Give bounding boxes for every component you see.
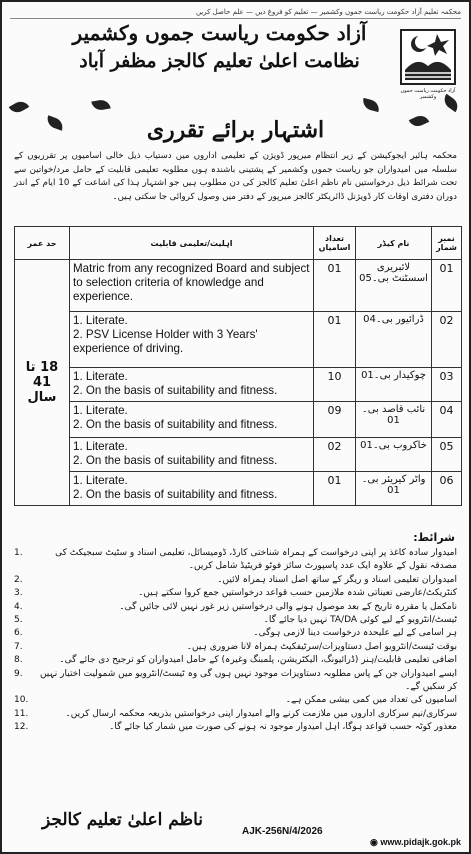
header-count: تعداد اسامیاں xyxy=(314,227,356,260)
header-serial: نمبر شمار xyxy=(432,227,462,260)
condition-item xyxy=(14,614,457,627)
condition-item xyxy=(14,641,457,654)
leaf-icon xyxy=(441,94,461,113)
row-count: 02 xyxy=(314,438,356,472)
condition-text: اسامیوں کی تعداد میں کمی بیشی ممکن ہے۔ xyxy=(285,695,457,706)
row-serial: 02 xyxy=(432,312,462,368)
table-row xyxy=(15,402,462,438)
condition-text: ٹیسٹ/انٹرویو کے لیے کوئی TA/DA نہیں دیا جائے گا۔ xyxy=(263,615,457,626)
row-qualification: Matric from any recognized Board and subject to selection criteria of knowledge and experience. xyxy=(70,260,314,312)
condition-number: 4. xyxy=(14,601,23,612)
condition-item xyxy=(14,587,457,600)
row-cadre: چوکیدار بی۔01 xyxy=(356,368,432,402)
top-banner-line: محکمہ تعلیم آزاد حکومت ریاست جموں وکشمیر — تعلیم کو فروغ دیں — علم حاصل کریں xyxy=(10,6,461,19)
condition-item xyxy=(14,627,457,640)
condition-item xyxy=(14,601,457,614)
age-limit-cell xyxy=(15,260,70,506)
row-count: 01 xyxy=(314,472,356,506)
leaf-icon xyxy=(45,115,65,131)
conditions-heading: شرائط: xyxy=(413,531,455,544)
condition-item xyxy=(14,574,457,587)
row-serial: 01 xyxy=(432,260,462,312)
table-header-row xyxy=(15,227,462,260)
row-qualification: 1. Literate. 2. On the basis of suitability and fitness. xyxy=(70,472,314,506)
table-row xyxy=(15,312,462,368)
header-age-limit: حد عمر xyxy=(15,227,70,260)
globe-icon: ◉ xyxy=(369,837,378,847)
signature: ناظم اعلیٰ تعلیم کالجز xyxy=(42,810,203,830)
vacancies-table xyxy=(14,226,462,506)
condition-item xyxy=(14,694,457,707)
condition-item xyxy=(14,708,457,721)
row-cadre: نائب قاصد بی۔01 xyxy=(356,402,432,438)
row-serial: 06 xyxy=(432,472,462,506)
leaf-icon xyxy=(361,98,381,112)
row-count: 01 xyxy=(314,260,356,312)
condition-item xyxy=(14,547,457,574)
condition-number: 3. xyxy=(14,588,23,599)
condition-item xyxy=(14,721,457,734)
government-emblem-icon xyxy=(397,26,459,88)
condition-number: 10. xyxy=(14,695,29,706)
leaf-icon xyxy=(91,99,110,112)
row-qualification: 1. Literate. 2. On the basis of suitability and fitness. xyxy=(70,438,314,472)
intro-paragraph: محکمہ ہائیر ایجوکیشن کے زیر انتظام میرپور ڈویژن کے تعلیمی اداروں میں دستیاب ذیل خالی اسامیوں پر تقرریوں کے سلسلہ میں امیدواران جو ریاست جموں وکشمیر کے پشتینی باشندہ ہوں مطلوبہ تعلیمی قابلیت کے حامل مرد/خواتین سے تحت شرائط ذیل درخواستیں نام ناظم اعلیٰ تعلیم کالجز کی دن مطلوب ہیں جو اشتہار ہذا کی اشاعت کے 10 ایام کے اندر دوران دفتری اوقات کار ڈویژنل ڈائریکٹر کالجز میرپور کے دفتر میں وصول کروائی جا سکتی ہیں۔ xyxy=(14,151,457,202)
header-qualification: اہلیت/تعلیمی قابلیت xyxy=(70,227,314,260)
condition-text: اضافی تعلیمی قابلیت/ہنر (ڈرائیونگ، الیکٹریشن، پلمبنگ وغیرہ) کے حامل امیدواران کو ترجیح دی جائے گی۔ xyxy=(59,655,457,666)
row-cadre: خاکروب بی۔01 xyxy=(356,438,432,472)
condition-text: امیدواران تعلیمی اسناد و ریگر کے ساتھ اصل اسناد ہمراہ لائیں۔ xyxy=(217,574,457,585)
condition-number: 8. xyxy=(14,655,23,666)
condition-number: 5. xyxy=(14,615,23,626)
condition-number: 1. xyxy=(14,548,23,558)
row-serial: 04 xyxy=(432,402,462,438)
row-cadre: لائبریری اسسٹنٹ بی۔05 xyxy=(356,260,432,312)
table-row xyxy=(15,438,462,472)
row-qualification: 1. Literate. 2. On the basis of suitability and fitness. xyxy=(70,402,314,438)
condition-text: معذور کوٹہ حسب قواعد ہوگا، اہل امیدوار موجود نہ ہونے کی صورت میں شمار کیا جائے گا۔ xyxy=(109,722,457,733)
table-row xyxy=(15,260,462,312)
age-limit-from: 18 تا xyxy=(25,360,59,375)
header-cadre: نام کیڈر xyxy=(356,227,432,260)
table-row xyxy=(15,368,462,402)
leaf-icon xyxy=(409,113,430,130)
condition-number: 9. xyxy=(14,668,23,679)
government-title: آزاد حکومت ریاست جموں وکشمیر xyxy=(72,21,367,45)
row-count: 10 xyxy=(314,368,356,402)
condition-text: سرکاری/نیم سرکاری اداروں میں ملازمت کرنے والے امیدوار اپنی درخواستیں بذریعہ محکمہ ارسال کریں۔ xyxy=(65,708,457,719)
website-label: www.pidajk.gok.pk xyxy=(380,837,461,847)
row-serial: 03 xyxy=(432,368,462,402)
row-serial: 05 xyxy=(432,438,462,472)
reference-number: AJK-256N/4/2026 xyxy=(242,826,323,837)
row-qualification: 1. Literate. 2. PSV License Holder with 3 Years' experience of driving. xyxy=(70,312,314,368)
condition-number: 6. xyxy=(14,628,23,639)
condition-text: کنٹریکٹ/عارضی تعیناتی شدہ ملازمین حسب قواعد درخواستیں جمع کروا سکتے ہیں۔ xyxy=(138,588,457,599)
condition-number: 7. xyxy=(14,641,23,652)
condition-number: 2. xyxy=(14,574,23,585)
row-qualification: 1. Literate. 2. On the basis of suitability and fitness. xyxy=(70,368,314,402)
conditions-list xyxy=(14,547,457,735)
condition-item xyxy=(14,654,457,667)
row-cadre: واٹر کیریئر بی۔01 xyxy=(356,472,432,506)
condition-text: ایسے امیدواران جن کے پاس مطلوبہ دستاویزات موجود نہیں ہوں گی وہ ٹیسٹ/انٹرویو میں شمولیت اختیار نہیں کر سکیں گے۔ xyxy=(39,668,457,693)
condition-item xyxy=(14,668,457,695)
row-count: 09 xyxy=(314,402,356,438)
condition-number: 12. xyxy=(14,722,29,733)
directorate-title: نظامت اعلیٰ تعلیم کالجز مظفر آباد xyxy=(79,50,360,72)
row-count: 01 xyxy=(314,312,356,368)
condition-text: امیدوار سادہ کاغذ پر اپنی درخواست کے ہمراہ شناختی کارڈ، ڈومیسائل، تعلیمی اسناد و سٹیٹ سبجیکٹ کی مصدقہ نقول کے علاوہ ایک عدد پاسپورٹ سائز فوٹو فریٹیڈ شامل کریں۔ xyxy=(55,548,457,572)
advertisement-heading: اشتہار برائے تقرری xyxy=(146,117,325,143)
age-limit-to: 41 سال xyxy=(27,375,57,405)
condition-text: ہر اسامی کے لیے علیحدہ درخواست دینا لازمی ہوگی۔ xyxy=(253,628,457,639)
condition-text: نامکمل یا مقررہ تاریخ کے بعد موصول ہونے والی درخواستیں زیر غور نہیں لائی جائیں گی۔ xyxy=(119,601,457,612)
row-cadre: ڈرائیور بی۔04 xyxy=(356,312,432,368)
leaf-icon xyxy=(9,98,30,116)
header xyxy=(12,20,459,98)
emblem-caption: آزاد حکومت ریاست جموں وکشمیر xyxy=(400,88,456,100)
condition-text: بوقت ٹیسٹ/انٹرویو اصل دستاویزات/سرٹیفکیٹ ہمراہ لانا ضروری ہیں۔ xyxy=(186,641,457,652)
website-url[interactable] xyxy=(370,837,461,848)
table-row xyxy=(15,472,462,506)
condition-number: 11. xyxy=(14,708,29,719)
